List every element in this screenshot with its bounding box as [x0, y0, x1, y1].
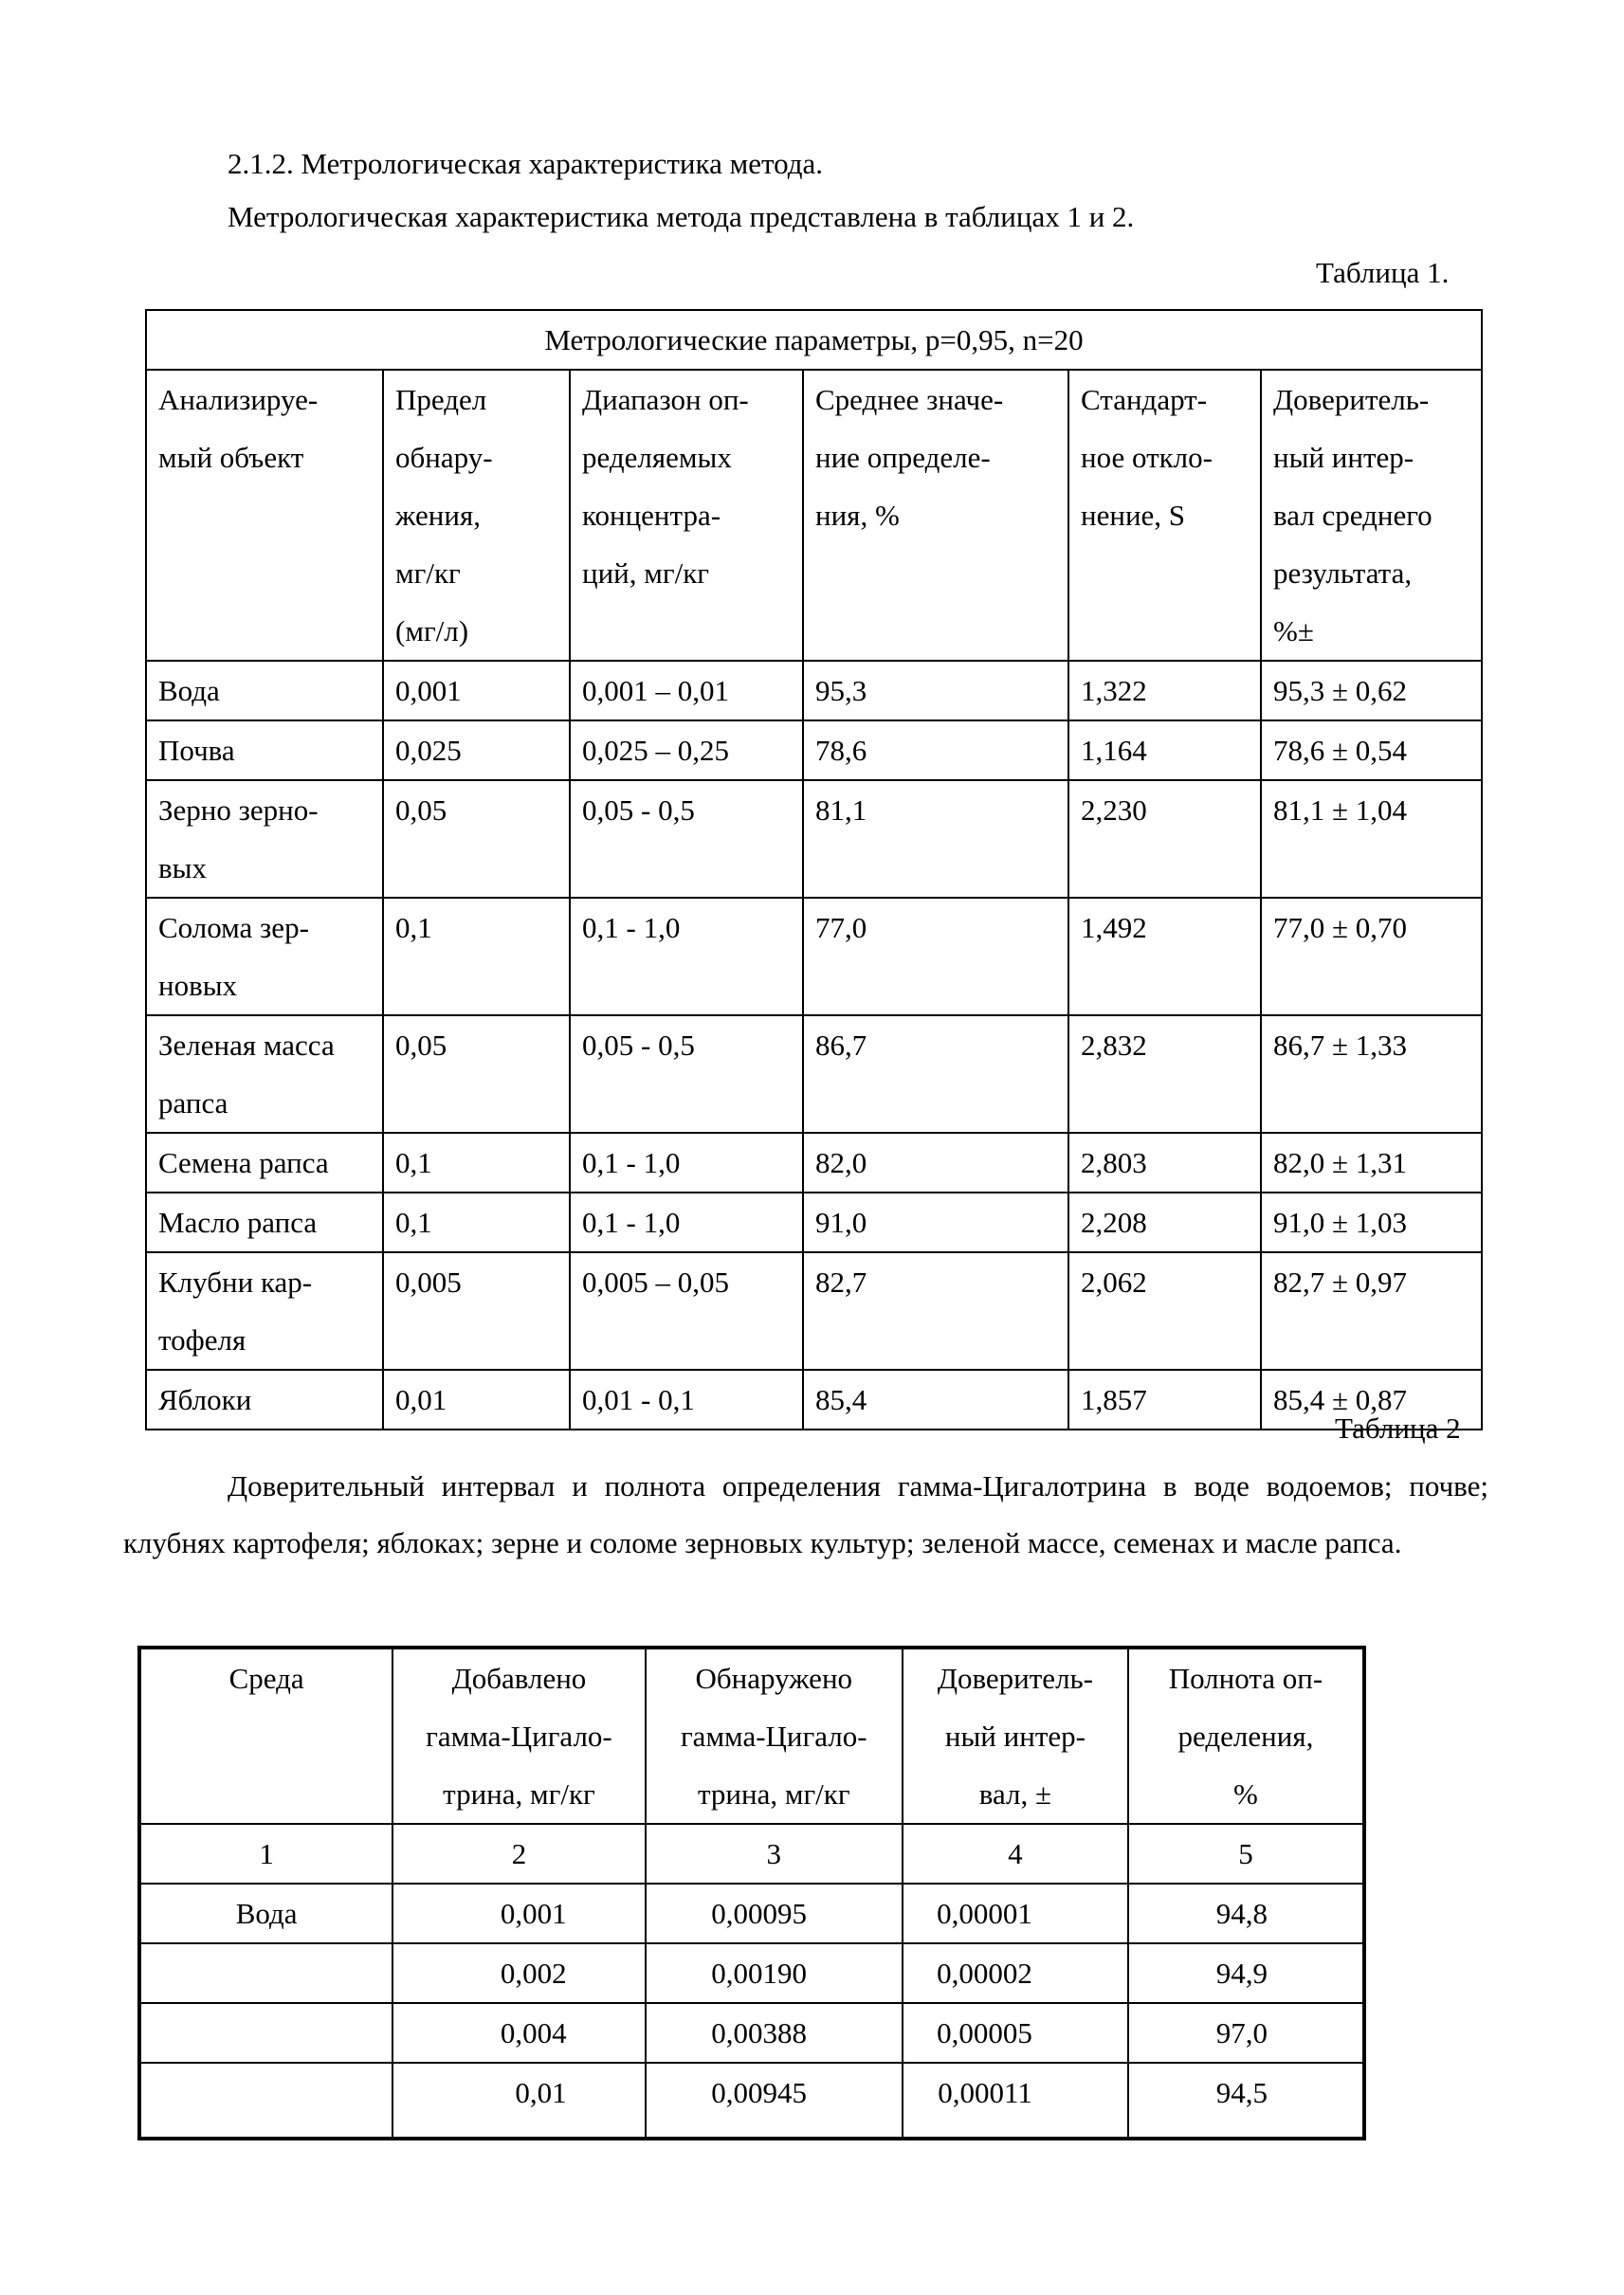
table1-header-cell-3-line: ределяемых — [582, 441, 732, 474]
table1-cell-limit-line: 0,01 — [395, 1383, 447, 1416]
table1-group-header-row — [146, 310, 1482, 370]
table1-cell-mean — [803, 780, 1068, 898]
table2-cell-ci — [903, 1943, 1128, 2003]
table1-header-cell-6 — [1261, 370, 1482, 661]
table2-cell-ci — [903, 2003, 1128, 2063]
table1-cell-object-line: тофеля — [158, 1323, 246, 1357]
table2-column-number-4 — [903, 1824, 1128, 1884]
table1-cell-mean-line: 95,3 — [815, 674, 867, 707]
table1-cell-mean-line: 85,4 — [815, 1383, 867, 1416]
table2-cell-medium — [139, 1943, 392, 2003]
table1-cell-object-line: Масло рапса — [158, 1206, 318, 1239]
table2-cell-added — [392, 2003, 645, 2063]
table1-header-cell-4-line: ние определе- — [815, 441, 991, 474]
table2-cell-ci — [903, 1884, 1128, 1943]
table2-column-number-row — [139, 1824, 1364, 1884]
table1-cell-sd — [1068, 780, 1261, 898]
table1-header-cell-1 — [146, 370, 383, 661]
table2-header-cell-4-line: вал, ± — [978, 1777, 1052, 1811]
table1-header-cell-3-line: концентра- — [582, 499, 721, 532]
table2-cell-found-line: 0,00945 — [711, 2076, 807, 2109]
table2-cell-ci-line: 0,00005 — [937, 2016, 1032, 2049]
table2-cell-found — [646, 1884, 903, 1943]
table1-cell-sd — [1068, 720, 1261, 780]
table2-cell-added-line: 0,004 — [500, 2016, 567, 2049]
table1-cell-ci — [1261, 661, 1482, 720]
table2-column-number-5 — [1128, 1824, 1364, 1884]
table1-cell-sd-line: 1,322 — [1081, 674, 1147, 707]
table1-cell-mean — [803, 1133, 1068, 1193]
table1-cell-range — [570, 898, 803, 1015]
table1-cell-mean — [803, 661, 1068, 720]
table1-cell-limit-line: 0,1 — [395, 1146, 432, 1179]
table1-cell-ci-line: 77,0 ± 0,70 — [1273, 911, 1408, 944]
table1-header-cell-1-line: мый объект — [158, 441, 304, 474]
table1-cell-ci-line: 85,4 ± 0,87 — [1273, 1383, 1408, 1416]
section-intro: Метрологическая характеристика метода представлена в таблицах 1 и 2. — [228, 200, 1135, 233]
table1-cell-range-line: 0,05 - 0,5 — [582, 1029, 695, 1062]
table2-cell-added — [392, 1943, 645, 2003]
table1-cell-sd — [1068, 1133, 1261, 1193]
table1-cell-range — [570, 1133, 803, 1193]
table1-cell-ci-line: 81,1 ± 1,04 — [1273, 793, 1408, 827]
table2-row — [139, 1884, 1364, 1943]
table1-row — [146, 1252, 1482, 1370]
table1-cell-range — [570, 1370, 803, 1430]
table1-header-cell-2-line: (мг/л) — [395, 614, 469, 647]
table1-cell-limit — [383, 1370, 570, 1430]
table1-header-cell-5-line: Стандарт- — [1081, 383, 1208, 416]
table2-column-number-1-line: 1 — [259, 1837, 274, 1870]
table2-column-number-1 — [139, 1824, 392, 1884]
table1-header-cell-3-line: ций, мг/кг — [582, 556, 709, 590]
table1-cell-range-line: 0,01 - 0,1 — [582, 1383, 695, 1416]
table2-cell-medium — [139, 2063, 392, 2139]
table1-cell-object-line: Яблоки — [158, 1383, 252, 1416]
table1-cell-object-line: Вода — [158, 674, 220, 707]
table2-cell-added — [392, 1884, 645, 1943]
table1-cell-sd-line: 2,230 — [1081, 793, 1147, 827]
section-heading: 2.1.2. Метрологическая характеристика метода. — [228, 147, 824, 180]
table2-cell-recovery — [1128, 1943, 1364, 2003]
table2-header-cell-5 — [1128, 1648, 1364, 1824]
table1-cell-ci — [1261, 1252, 1482, 1370]
table1-cell-sd — [1068, 1370, 1261, 1430]
table1-cell-limit — [383, 1133, 570, 1193]
table1-cell-range-line: 0,001 – 0,01 — [582, 674, 729, 707]
table1-cell-object — [146, 898, 383, 1015]
table1-cell-range-line: 0,1 - 1,0 — [582, 911, 681, 944]
table1-cell-sd — [1068, 898, 1261, 1015]
table1-header-cell-4 — [803, 370, 1068, 661]
table2-cell-recovery — [1128, 2063, 1364, 2139]
table1-cell-range — [570, 1015, 803, 1133]
table1-cell-limit — [383, 1193, 570, 1252]
table1-cell-limit-line: 0,1 — [395, 911, 432, 944]
table1-cell-sd — [1068, 661, 1261, 720]
table2-cell-medium-line: Вода — [235, 1897, 298, 1930]
table1-header-cell-5-line: ное откло- — [1081, 441, 1213, 474]
table2-caption: Доверительный интервал и полнота определения гамма-Цигалотрина в воде водоемов; почве; клубнях картофеля; яблоках; зерне и соломе зерновых культур; зеленой массе, семенах и масле рапса. — [123, 1469, 1488, 1559]
table2-cell-ci — [903, 2063, 1128, 2139]
table2-header-cell-4-line: ный интер- — [944, 1720, 1086, 1753]
table1-cell-limit — [383, 1252, 570, 1370]
table1-cell-range-line: 0,1 - 1,0 — [582, 1206, 681, 1239]
table1-cell-limit — [383, 898, 570, 1015]
table2-header-cell-2-line: Добавлено — [451, 1662, 587, 1695]
table1-header-cell-4-line: ния, % — [815, 499, 900, 532]
table1-cell-limit — [383, 1015, 570, 1133]
table1-cell-object-line: Семена рапса — [158, 1146, 329, 1179]
table1-cell-limit-line: 0,001 — [395, 674, 462, 707]
table2-cell-ci-line: 0,00001 — [937, 1897, 1032, 1930]
table2 — [137, 1646, 1366, 2140]
table1-cell-sd-line: 1,857 — [1081, 1383, 1147, 1416]
table1-header-cell-2-line: Предел — [395, 383, 487, 416]
table1-cell-limit-line: 0,005 — [395, 1266, 462, 1299]
table2-cell-added-line: 0,001 — [500, 1897, 567, 1930]
table1-cell-ci-line: 82,7 ± 0,97 — [1273, 1266, 1408, 1299]
table1-header-cell-1-line: Анализируе- — [158, 383, 319, 416]
table1-cell-range-line: 0,1 - 1,0 — [582, 1146, 681, 1179]
table1-cell-limit — [383, 661, 570, 720]
table1-cell-mean-line: 77,0 — [815, 911, 867, 944]
table2-header-row — [139, 1648, 1364, 1824]
table1-cell-range — [570, 1252, 803, 1370]
table1-row — [146, 1015, 1482, 1133]
table1-cell-range-line: 0,005 – 0,05 — [582, 1266, 729, 1299]
table1-cell-ci — [1261, 780, 1482, 898]
table1-cell-object — [146, 1252, 383, 1370]
table1-cell-object — [146, 780, 383, 898]
table2-header-cell-3-line: Обнаружено — [695, 1662, 853, 1695]
table1-header-cell-5 — [1068, 370, 1261, 661]
table1-row — [146, 898, 1482, 1015]
table2-header-cell-2-line: гамма-Цигало- — [426, 1720, 612, 1753]
table1-row — [146, 1193, 1482, 1252]
table2-cell-found — [646, 1943, 903, 2003]
table1-cell-mean — [803, 1252, 1068, 1370]
table1-cell-mean-line: 81,1 — [815, 793, 867, 827]
table1-cell-ci — [1261, 1193, 1482, 1252]
table1-row — [146, 1370, 1482, 1430]
table1-cell-sd-line: 1,492 — [1081, 911, 1147, 944]
table2-header-cell-4-line: Доверитель- — [937, 1662, 1094, 1695]
table1-cell-mean-line: 82,0 — [815, 1146, 867, 1179]
table2-column-number-2 — [392, 1824, 645, 1884]
table1-cell-ci — [1261, 1015, 1482, 1133]
table1-cell-range-line: 0,05 - 0,5 — [582, 793, 695, 827]
table1-cell-object — [146, 1370, 383, 1430]
table1-cell-limit — [383, 780, 570, 898]
table2-row — [139, 1943, 1364, 2003]
table1-cell-range-line: 0,025 – 0,25 — [582, 734, 729, 767]
table1-cell-object — [146, 661, 383, 720]
table1-cell-sd-line: 2,803 — [1081, 1146, 1147, 1179]
table1-cell-mean — [803, 1370, 1068, 1430]
table2-cell-recovery-line: 97,0 — [1215, 2016, 1268, 2049]
table1-header-cell-3 — [570, 370, 803, 661]
table1-cell-ci-line: 82,0 ± 1,31 — [1273, 1146, 1408, 1179]
table1-group-header: Метрологические параметры, p=0,95, n=20 — [146, 310, 1482, 370]
table2-header-cell-1-line: Среда — [228, 1662, 304, 1695]
table1-cell-limit-line: 0,05 — [395, 793, 447, 827]
table1-header-cell-2-line: жения, — [395, 499, 481, 532]
table1-cell-object-line: Зеленая масса — [158, 1029, 335, 1062]
table1-cell-range — [570, 1193, 803, 1252]
table1-cell-limit — [383, 720, 570, 780]
table2-cell-recovery — [1128, 1884, 1364, 1943]
table1-cell-range — [570, 780, 803, 898]
table1-cell-sd — [1068, 1193, 1261, 1252]
table1-cell-ci — [1261, 898, 1482, 1015]
table1-header-row — [146, 370, 1482, 661]
table1-cell-range — [570, 720, 803, 780]
table2-cell-found-line: 0,00388 — [711, 2016, 807, 2049]
table2-header-cell-5-line: ределения, — [1177, 1720, 1314, 1753]
table1-cell-mean — [803, 898, 1068, 1015]
table2-cell-medium — [139, 1884, 392, 1943]
table1-cell-sd-line: 2,832 — [1081, 1029, 1147, 1062]
table1-cell-limit-line: 0,05 — [395, 1029, 447, 1062]
table1-cell-object — [146, 1015, 383, 1133]
table1-cell-object-line: новых — [158, 969, 238, 1002]
table2-label: Таблица 2 — [1335, 1412, 1461, 1445]
table1-cell-object — [146, 1193, 383, 1252]
table2-header-cell-3-line: трина, мг/кг — [697, 1777, 850, 1811]
table1-cell-object — [146, 1133, 383, 1193]
table2-cell-added-line: 0,01 — [515, 2076, 567, 2109]
table1-header-cell-5-line: нение, S — [1081, 499, 1186, 532]
table1-cell-ci-line: 91,0 ± 1,03 — [1273, 1206, 1408, 1239]
table1-cell-ci-line: 86,7 ± 1,33 — [1273, 1029, 1408, 1062]
table1 — [145, 309, 1483, 1430]
table1-header-cell-2-line: мг/кг — [395, 556, 461, 590]
table1-header-cell-2-line: обнару- — [395, 441, 493, 474]
table1-cell-sd-line: 2,208 — [1081, 1206, 1147, 1239]
table2-header-cell-3 — [646, 1648, 903, 1824]
table1-cell-object-line: вых — [158, 851, 207, 884]
table1-row — [146, 1133, 1482, 1193]
table2-column-number-3 — [646, 1824, 903, 1884]
table1-header-cell-6-line: Доверитель- — [1273, 383, 1430, 416]
table2-cell-recovery — [1128, 2003, 1364, 2063]
table1-cell-range — [570, 661, 803, 720]
table1-header-cell-2 — [383, 370, 570, 661]
table2-cell-recovery-line: 94,8 — [1215, 1897, 1268, 1930]
table2-cell-found — [646, 2003, 903, 2063]
table1-cell-mean — [803, 1015, 1068, 1133]
table2-cell-recovery-line: 94,9 — [1215, 1957, 1268, 1990]
table1-cell-sd-line: 1,164 — [1081, 734, 1147, 767]
table1-header-cell-4-line: Среднее значе- — [815, 383, 1004, 416]
table1-cell-object-line: Почва — [158, 734, 235, 767]
table1-cell-limit-line: 0,1 — [395, 1206, 432, 1239]
table2-column-number-5-line: 5 — [1238, 1837, 1253, 1870]
table1-header-cell-6-line: вал среднего — [1273, 499, 1432, 532]
table2-row — [139, 2003, 1364, 2063]
table1-cell-sd — [1068, 1252, 1261, 1370]
table2-cell-ci-line: 0,00011 — [938, 2076, 1032, 2109]
table1-row — [146, 661, 1482, 720]
table2-cell-added-line: 0,002 — [500, 1957, 567, 1990]
table1-cell-ci — [1261, 720, 1482, 780]
table1-row — [146, 720, 1482, 780]
table2-header-cell-3-line: гамма-Цигало- — [680, 1720, 867, 1753]
table1-cell-object-line: Зерно зерно- — [158, 793, 319, 827]
table2-row — [139, 2063, 1364, 2139]
table2-cell-recovery-line: 94,5 — [1215, 2076, 1268, 2109]
table1-cell-object-line: Клубни кар- — [158, 1266, 313, 1299]
table1-cell-mean-line: 86,7 — [815, 1029, 867, 1062]
table2-column-number-4-line: 4 — [1008, 1837, 1023, 1870]
table2-cell-ci-line: 0,00002 — [937, 1957, 1032, 1990]
table2-cell-found-line: 0,00095 — [711, 1897, 807, 1930]
table1-cell-object — [146, 720, 383, 780]
table1-label: Таблица 1. — [1316, 256, 1450, 289]
table1-cell-mean — [803, 1193, 1068, 1252]
table1-row — [146, 780, 1482, 898]
table2-header-cell-2 — [392, 1648, 645, 1824]
table1-cell-ci-line: 95,3 ± 0,62 — [1273, 674, 1408, 707]
table1-cell-sd-line: 2,062 — [1081, 1266, 1147, 1299]
table2-header-cell-1 — [139, 1648, 392, 1824]
table2-column-number-2-line: 2 — [511, 1837, 527, 1870]
table2-cell-medium — [139, 2003, 392, 2063]
table1-cell-ci-line: 78,6 ± 0,54 — [1273, 734, 1408, 767]
table2-cell-found-line: 0,00190 — [711, 1957, 807, 1990]
table1-cell-object-line: рапса — [158, 1086, 228, 1120]
table1-header-cell-3-line: Диапазон оп- — [582, 383, 749, 416]
table2-cell-added — [392, 2063, 645, 2139]
table1-cell-ci — [1261, 1133, 1482, 1193]
table2-header-cell-2-line: трина, мг/кг — [443, 1777, 595, 1811]
table1-header-cell-6-line: ный интер- — [1273, 441, 1414, 474]
table2-header-cell-5-line: % — [1233, 1777, 1258, 1811]
table1-cell-limit-line: 0,025 — [395, 734, 462, 767]
table1-cell-mean-line: 91,0 — [815, 1206, 867, 1239]
table2-header-cell-4 — [903, 1648, 1128, 1824]
table2-cell-found — [646, 2063, 903, 2139]
table2-header-cell-5-line: Полнота оп- — [1168, 1662, 1323, 1695]
table1-cell-object-line: Солома зер- — [158, 911, 309, 944]
table2-column-number-3-line: 3 — [766, 1837, 782, 1870]
table1-header-cell-6-line: результата, — [1273, 556, 1413, 590]
table1-header-cell-6-line: %± — [1273, 614, 1314, 647]
table1-cell-mean-line: 78,6 — [815, 734, 867, 767]
table1-cell-mean — [803, 720, 1068, 780]
table1-cell-sd — [1068, 1015, 1261, 1133]
table1-cell-mean-line: 82,7 — [815, 1266, 867, 1299]
